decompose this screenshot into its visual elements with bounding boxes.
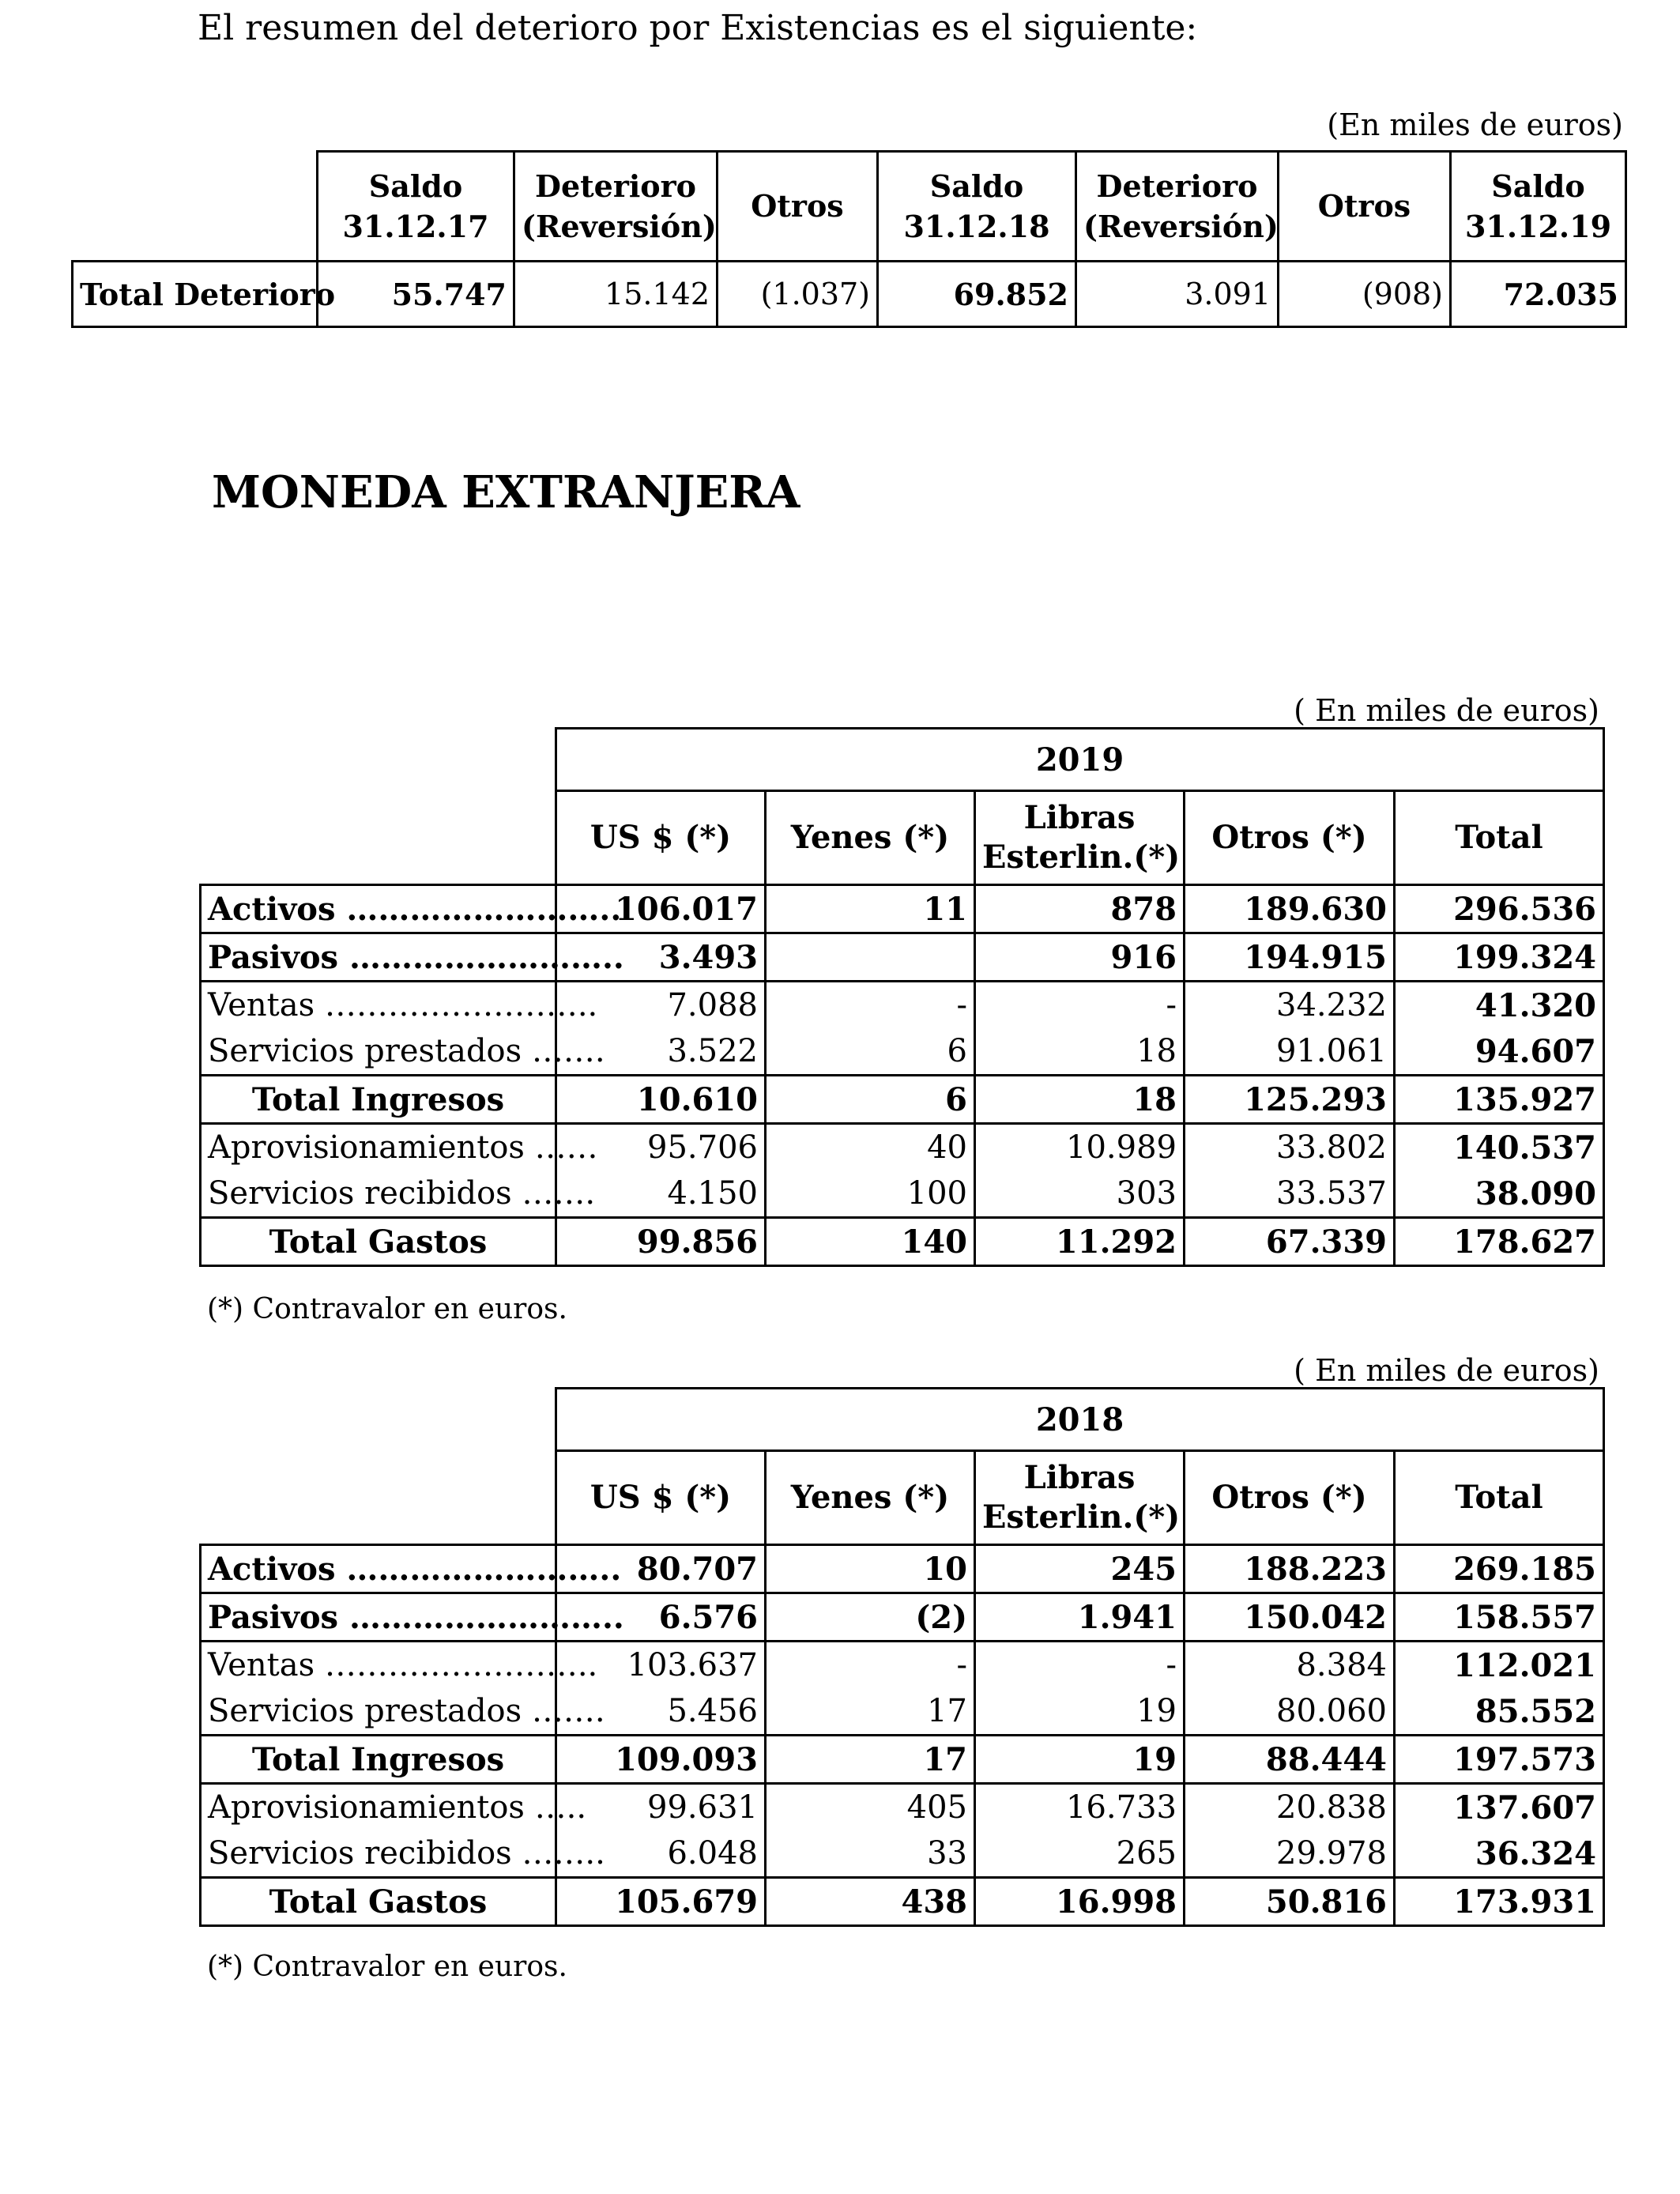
table-row [201, 982, 1604, 1029]
year-header-row [201, 1389, 1604, 1451]
value-cell: 16.733 [975, 1784, 1185, 1831]
row-label: Servicios prestados ……. [201, 1028, 556, 1076]
row-label: Servicios recibidos …….. [201, 1830, 556, 1878]
value-cell: 85.552 [1395, 1688, 1604, 1736]
value-cell: 3.493 [556, 933, 766, 982]
value-cell: 8.384 [1185, 1642, 1395, 1689]
col-header-deterioro-2 [1076, 152, 1279, 262]
value-cell: 916 [975, 933, 1185, 982]
deterioro-units-note: (En miles de euros) [1327, 107, 1623, 142]
table-2019-units-note: ( En miles de euros) [1294, 693, 1599, 728]
value-cell: 41.320 [1395, 982, 1604, 1029]
table-2018-footnote: (*) Contravalor en euros. [207, 1951, 567, 1983]
value-cell: 88.444 [1185, 1736, 1395, 1784]
row-label: Activos …………………….. [201, 1545, 556, 1593]
value-cell: 265 [975, 1830, 1185, 1878]
value-cell: 140 [766, 1218, 975, 1266]
row-label: Aprovisionamientos …… [201, 1124, 556, 1171]
value-cell: 67.339 [1185, 1218, 1395, 1266]
value-cell: 17 [766, 1736, 975, 1784]
table-row [201, 1171, 1604, 1218]
row-label: Servicios recibidos ……. [201, 1171, 556, 1218]
currency-table-2019 [199, 727, 1605, 1267]
value-cell: 11 [766, 885, 975, 933]
col-header-otros: Otros (*) [1185, 791, 1395, 885]
col-header-otros-2 [1279, 152, 1451, 262]
table-row [201, 1784, 1604, 1831]
header-line: Saldo [368, 168, 463, 204]
value-cell: - [766, 982, 975, 1029]
table-row [201, 1218, 1604, 1266]
header-line: Deterioro [534, 168, 697, 204]
col-header-otros-1 [718, 152, 878, 262]
year-header-row [201, 729, 1604, 791]
table-row [201, 1028, 1604, 1076]
value-cell: 405 [766, 1784, 975, 1831]
row-label: Aprovisionamientos ….. [201, 1784, 556, 1831]
value-cell: 18 [975, 1028, 1185, 1076]
value-cell: 10.610 [556, 1076, 766, 1124]
value-cell: 878 [975, 885, 1185, 933]
value-cell: 103.637 [556, 1642, 766, 1689]
value-cell: - [975, 1642, 1185, 1689]
header-line: Libras [1023, 1459, 1136, 1496]
table-2018-units-note: ( En miles de euros) [1294, 1353, 1599, 1388]
deterioro-header-row [73, 152, 1626, 262]
value-cell: 100 [766, 1171, 975, 1218]
intro-text: El resumen del deterioro por Existencias es el siguiente: [198, 8, 1198, 48]
value-cell: 150.042 [1185, 1593, 1395, 1642]
value-cell: 3.522 [556, 1028, 766, 1076]
value-cell: 188.223 [1185, 1545, 1395, 1593]
value-cell: 158.557 [1395, 1593, 1604, 1642]
value-cell: 19 [975, 1688, 1185, 1736]
header-spacer [201, 1451, 556, 1545]
value-cell: 91.061 [1185, 1028, 1395, 1076]
row-label: Total Gastos [201, 1878, 556, 1926]
header-spacer [201, 791, 556, 885]
value-cell: 72.035 [1451, 262, 1626, 327]
table-row [201, 1076, 1604, 1124]
column-header-row [201, 1451, 1604, 1545]
header-line: Otros [1317, 188, 1411, 224]
value-cell: 95.706 [556, 1124, 766, 1171]
value-cell: 80.060 [1185, 1688, 1395, 1736]
value-cell: 1.941 [975, 1593, 1185, 1642]
table-2019-footnote: (*) Contravalor en euros. [207, 1293, 567, 1325]
value-cell: 40 [766, 1124, 975, 1171]
value-cell: 10 [766, 1545, 975, 1593]
header-line: 31.12.18 [903, 209, 1050, 244]
row-label: Ventas …………………….. [201, 982, 556, 1029]
header-line: (Reversión) [522, 209, 717, 244]
row-label: Total Deterioro [73, 262, 318, 327]
value-cell: 199.324 [1395, 933, 1604, 982]
value-cell: 4.150 [556, 1171, 766, 1218]
header-line: Esterlin.(*) [982, 1498, 1181, 1536]
value-cell: 38.090 [1395, 1171, 1604, 1218]
row-label: Pasivos …………………….. [201, 1593, 556, 1642]
value-cell: (1.037) [718, 262, 878, 327]
value-cell: 33 [766, 1830, 975, 1878]
col-header-usd: US $ (*) [556, 1451, 766, 1545]
value-cell: 106.017 [556, 885, 766, 933]
col-header-saldo-17 [318, 152, 514, 262]
header-line: (Reversión) [1083, 209, 1279, 244]
value-cell: 137.607 [1395, 1784, 1604, 1831]
value-cell: 34.232 [1185, 982, 1395, 1029]
col-header-yenes: Yenes (*) [766, 1451, 975, 1545]
value-cell: 5.456 [556, 1688, 766, 1736]
value-cell: 112.021 [1395, 1642, 1604, 1689]
row-label: Activos …………………….. [201, 885, 556, 933]
value-cell: 140.537 [1395, 1124, 1604, 1171]
value-cell: 16.998 [975, 1878, 1185, 1926]
value-cell: 6.048 [556, 1830, 766, 1878]
value-cell: 80.707 [556, 1545, 766, 1593]
deterioro-table [71, 150, 1627, 328]
row-label: Total Gastos [201, 1218, 556, 1266]
table-row [201, 1830, 1604, 1878]
header-spacer [201, 729, 556, 791]
value-cell: 11.292 [975, 1218, 1185, 1266]
header-line: Libras [1023, 799, 1136, 836]
value-cell: 33.802 [1185, 1124, 1395, 1171]
value-cell: 194.915 [1185, 933, 1395, 982]
value-cell: 125.293 [1185, 1076, 1395, 1124]
table-row [201, 1593, 1604, 1642]
value-cell: 69.852 [878, 262, 1076, 327]
table-row [201, 1688, 1604, 1736]
value-cell: 178.627 [1395, 1218, 1604, 1266]
value-cell: 55.747 [318, 262, 514, 327]
col-header-total: Total [1395, 1451, 1604, 1545]
value-cell: 15.142 [514, 262, 718, 327]
header-line: 31.12.19 [1464, 209, 1612, 244]
col-header-saldo-18 [878, 152, 1076, 262]
col-header-usd: US $ (*) [556, 791, 766, 885]
value-cell: 7.088 [556, 982, 766, 1029]
value-cell: (2) [766, 1593, 975, 1642]
table-row [201, 1642, 1604, 1689]
header-line: Saldo [929, 168, 1024, 204]
value-cell: 33.537 [1185, 1171, 1395, 1218]
header-line: Otros [751, 188, 844, 224]
year-header: 2018 [556, 1389, 1604, 1451]
value-cell: 109.093 [556, 1736, 766, 1784]
value-cell: 105.679 [556, 1878, 766, 1926]
value-cell: 3.091 [1076, 262, 1279, 327]
row-label: Total Ingresos [201, 1076, 556, 1124]
value-cell: 269.185 [1395, 1545, 1604, 1593]
value-cell: 197.573 [1395, 1736, 1604, 1784]
col-header-libras [975, 791, 1185, 885]
value-cell: 6 [766, 1076, 975, 1124]
col-header-total: Total [1395, 791, 1604, 885]
row-label: Ventas …………………….. [201, 1642, 556, 1689]
value-cell: 303 [975, 1171, 1185, 1218]
value-cell: 173.931 [1395, 1878, 1604, 1926]
currency-table-2018 [199, 1387, 1605, 1927]
row-label: Pasivos …………………….. [201, 933, 556, 982]
col-header-saldo-19 [1451, 152, 1626, 262]
column-header-row [201, 791, 1604, 885]
value-cell: - [766, 1642, 975, 1689]
table-row [201, 885, 1604, 933]
deterioro-total-row [73, 262, 1626, 327]
table-row [201, 1736, 1604, 1784]
value-cell: 94.607 [1395, 1028, 1604, 1076]
col-header-libras [975, 1451, 1185, 1545]
table-row [201, 1878, 1604, 1926]
value-cell: 20.838 [1185, 1784, 1395, 1831]
value-cell: 245 [975, 1545, 1185, 1593]
table-row [201, 1545, 1604, 1593]
table-row [201, 933, 1604, 982]
value-cell: 296.536 [1395, 885, 1604, 933]
col-header-deterioro-1 [514, 152, 718, 262]
header-line: Esterlin.(*) [982, 839, 1181, 876]
value-cell: (908) [1279, 262, 1451, 327]
value-cell: 99.631 [556, 1784, 766, 1831]
col-header-yenes: Yenes (*) [766, 791, 975, 885]
table-row [201, 1124, 1604, 1171]
value-cell: 18 [975, 1076, 1185, 1124]
value-cell: - [975, 982, 1185, 1029]
row-label: Total Ingresos [201, 1736, 556, 1784]
col-header-otros: Otros (*) [1185, 1451, 1395, 1545]
header-spacer [201, 1389, 556, 1451]
value-cell: 6 [766, 1028, 975, 1076]
value-cell [766, 933, 975, 982]
header-spacer [73, 152, 318, 262]
value-cell: 135.927 [1395, 1076, 1604, 1124]
value-cell: 6.576 [556, 1593, 766, 1642]
row-label: Servicios prestados ……. [201, 1688, 556, 1736]
year-header: 2019 [556, 729, 1604, 791]
value-cell: 99.856 [556, 1218, 766, 1266]
header-line: Saldo [1491, 168, 1585, 204]
value-cell: 189.630 [1185, 885, 1395, 933]
value-cell: 50.816 [1185, 1878, 1395, 1926]
value-cell: 10.989 [975, 1124, 1185, 1171]
value-cell: 36.324 [1395, 1830, 1604, 1878]
header-line: Deterioro [1096, 168, 1258, 204]
header-line: 31.12.17 [342, 209, 489, 244]
value-cell: 19 [975, 1736, 1185, 1784]
section-heading: MONEDA EXTRANJERA [212, 466, 800, 518]
value-cell: 17 [766, 1688, 975, 1736]
value-cell: 438 [766, 1878, 975, 1926]
value-cell: 29.978 [1185, 1830, 1395, 1878]
